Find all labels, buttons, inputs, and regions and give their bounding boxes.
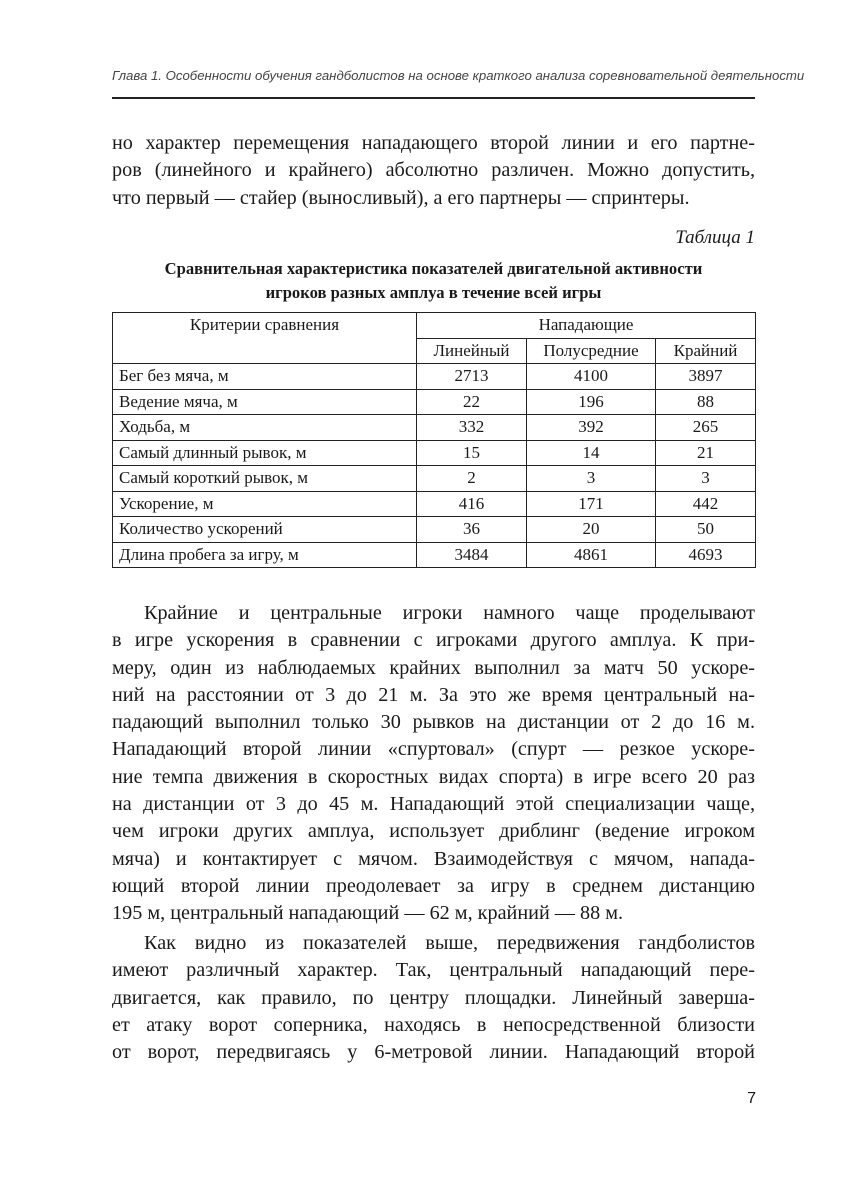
text-line: но характер перемещения нападающего второй линии и его партне-: [112, 132, 755, 154]
value-cell: 2713: [417, 364, 527, 390]
value-cell: 4693: [656, 542, 756, 568]
column-header: Линейный: [417, 338, 527, 364]
text-line: Крайние и центральные игроки намного чаще проделывают: [144, 602, 755, 624]
text-line: от ворот, передвигаясь у 6-метровой линии. Нападающий второй: [112, 1041, 755, 1064]
value-cell: 36: [417, 517, 527, 543]
table-row: [113, 415, 756, 441]
value-cell: 416: [417, 491, 527, 517]
table-row: [113, 389, 756, 415]
criterion-cell: Ускорение, м: [113, 491, 417, 517]
value-cell: 196: [527, 389, 656, 415]
value-cell: 22: [417, 389, 527, 415]
page-number: 7: [747, 1090, 756, 1107]
value-cell: 20: [527, 517, 656, 543]
value-cell: 15: [417, 440, 527, 466]
text-line: двигается, как правило, по центру площадки. Линейный заверша-: [112, 986, 755, 1009]
table-title: [112, 257, 755, 305]
text-line: 195 м, центральный нападающий — 62 м, крайний — 88 м.: [112, 902, 624, 925]
value-cell: 4100: [527, 364, 656, 390]
table-row: [113, 542, 756, 568]
table-row: [113, 364, 756, 390]
value-cell: 88: [656, 389, 756, 415]
value-cell: 3: [527, 466, 656, 492]
criterion-cell: Ведение мяча, м: [113, 389, 417, 415]
text-line: мяча) и контактирует с мячом. Взаимодействуя с мячом, напада-: [112, 847, 755, 870]
table-row: [113, 517, 756, 543]
value-cell: 4861: [527, 542, 656, 568]
text-line: имеют различный характер. Так, центральный нападающий пере-: [112, 959, 755, 982]
text-line: ний на расстоянии от 3 до 21 м. За это же время центральный на-: [112, 683, 755, 706]
text-line: Нападающий второй линии «спуртовал» (спурт — резкое ускоре-: [112, 738, 755, 761]
value-cell: 3: [656, 466, 756, 492]
value-cell: 21: [656, 440, 756, 466]
text-line: что первый — стайер (выносливый), а его партнеры — спринтеры.: [112, 186, 690, 209]
text-line: в игре ускорения в сравнении с игроками другого амплуа. К при-: [112, 629, 755, 652]
text-line: ние темпа движения в скоростных видах спорта) в игре всего 20 раз: [112, 765, 755, 788]
criteria-header: Критерии сравнения: [113, 313, 417, 364]
value-cell: 171: [527, 491, 656, 517]
text-line: ющий второй линии преодолевает за игру в среднем дистанцию: [112, 874, 755, 897]
value-cell: 392: [527, 415, 656, 441]
text-line: Как видно из показателей выше, передвижения гандболистов: [144, 932, 755, 954]
running-head: Глава 1. Особенности обучения гандболистов на основе краткого анализа соревновательной деятельности: [112, 68, 805, 83]
text-line: меру, один из наблюдаемых крайних выполнил за матч 50 ускоре-: [112, 656, 755, 679]
value-cell: 332: [417, 415, 527, 441]
header-rule: [112, 97, 755, 99]
text-line: ет атаку ворот соперника, находясь в непосредственной близости: [112, 1013, 755, 1036]
comparison-table: [112, 312, 756, 568]
value-cell: 50: [656, 517, 756, 543]
text-line: на дистанции от 3 до 45 м. Нападающий этой специализации чаще,: [112, 793, 755, 816]
text-line: чем игроки других амплуа, использует дриблинг (ведение игроком: [112, 820, 755, 843]
paragraph-accelerations: [112, 600, 755, 928]
table-row: [113, 491, 756, 517]
text-line: падающий выполнил только 30 рывков на дистанции от 2 до 16 м.: [112, 711, 755, 734]
value-cell: 442: [656, 491, 756, 517]
column-header: Полусредние: [527, 338, 656, 364]
criterion-cell: Количество ускорений: [113, 517, 417, 543]
table-row: [113, 440, 756, 466]
criterion-cell: Бег без мяча, м: [113, 364, 417, 390]
criterion-cell: Ходьба, м: [113, 415, 417, 441]
table-label: Таблица 1: [675, 227, 755, 248]
table-header-row: [113, 313, 756, 339]
column-header: Крайний: [656, 338, 756, 364]
paragraph-intro: [112, 130, 755, 212]
table-row: [113, 466, 756, 492]
value-cell: 2: [417, 466, 527, 492]
criterion-cell: Длина пробега за игру, м: [113, 542, 417, 568]
paragraph-movement: [112, 930, 755, 1066]
table-title-line: игроков разных амплуа в течение всей игры: [265, 283, 602, 302]
table-title-line: Сравнительная характеристика показателей двигательной активности: [164, 259, 703, 278]
value-cell: 265: [656, 415, 756, 441]
text-line: ров (линейного и крайнего) абсолютно различен. Можно допустить,: [112, 159, 755, 182]
criterion-cell: Самый длинный рывок, м: [113, 440, 417, 466]
value-cell: 14: [527, 440, 656, 466]
value-cell: 3484: [417, 542, 527, 568]
group-header: Нападающие: [417, 313, 756, 339]
criterion-cell: Самый короткий рывок, м: [113, 466, 417, 492]
value-cell: 3897: [656, 364, 756, 390]
